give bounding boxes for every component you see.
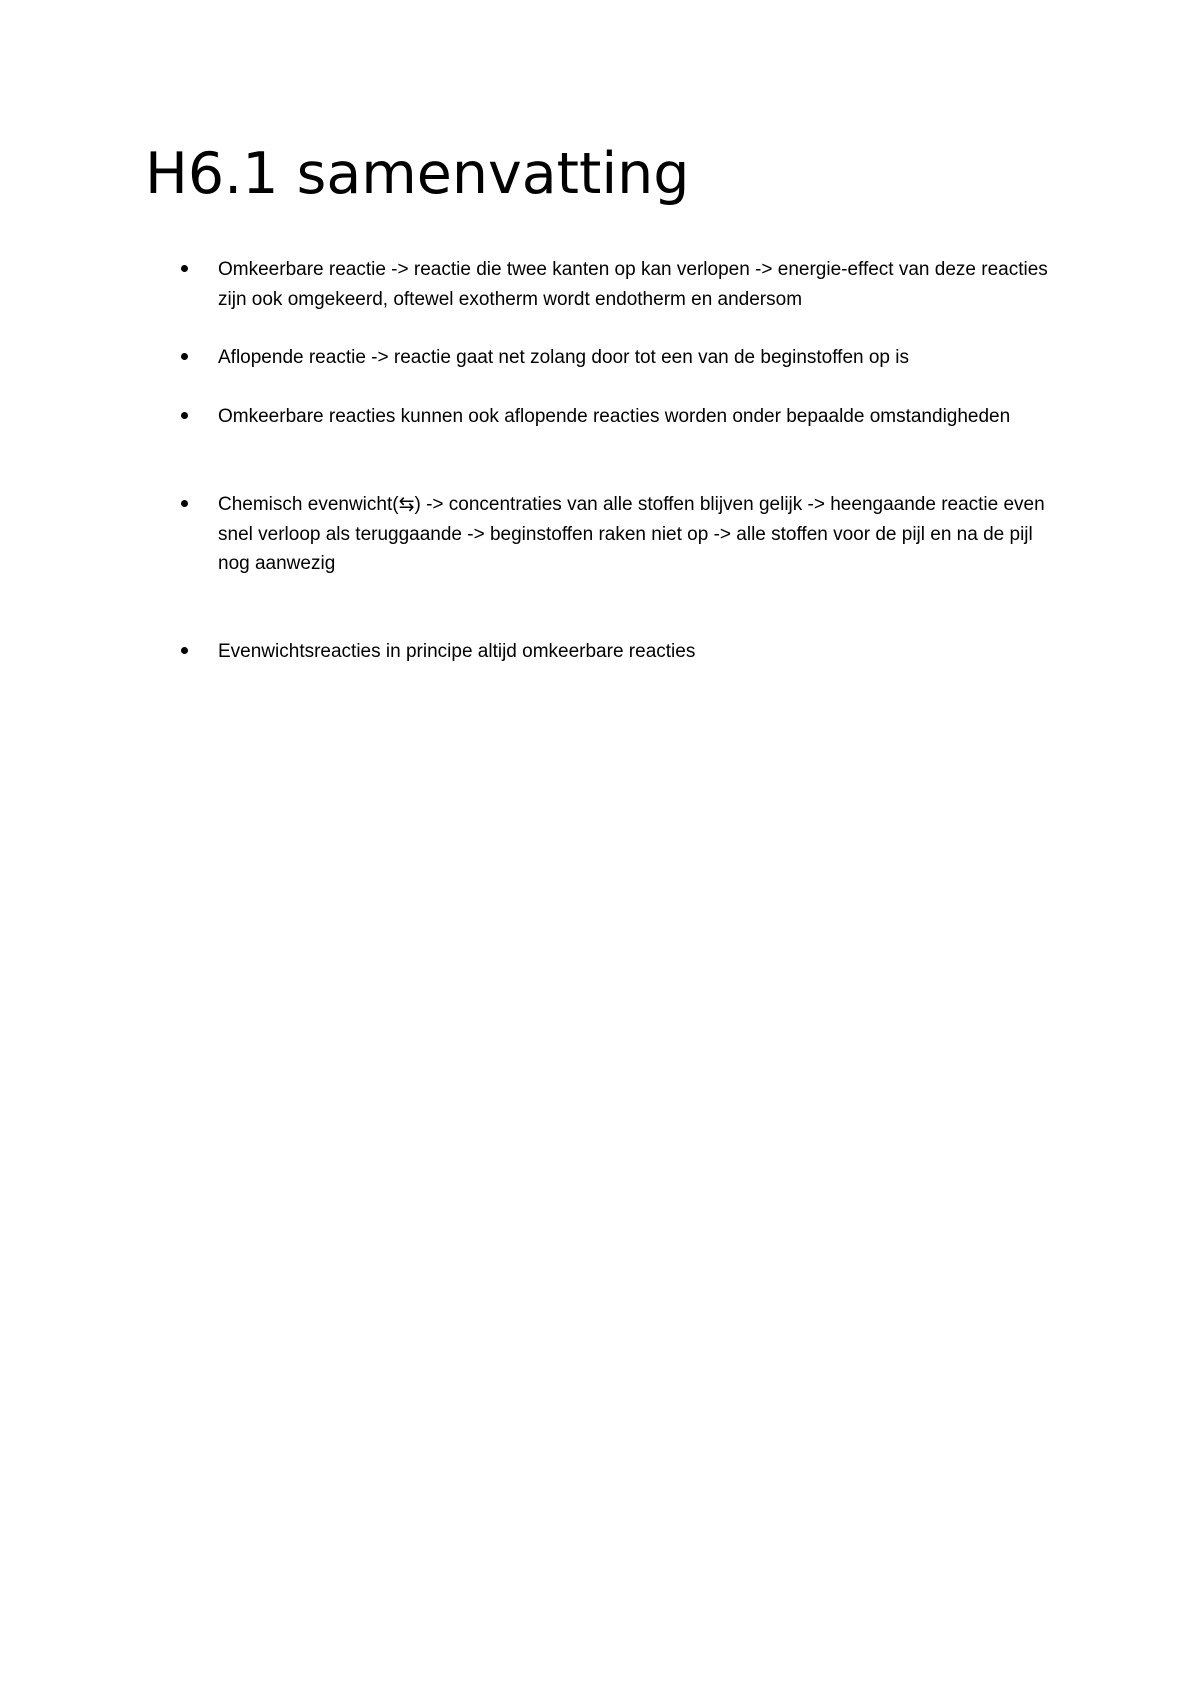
list-item-text: Omkeerbare reactie -> reactie die twee kanten op kan verlopen -> energie-effect van deze reacties zijn ook omgekeerd, oftewel exotherm wordt endotherm en andersom (218, 259, 1048, 310)
bullet-icon (181, 353, 188, 360)
list-item-text: Chemisch evenwicht(⇆) -> concentraties van alle stoffen blijven gelijk -> heengaande reactie even snel verloop als teruggaande -> beginstoffen raken niet op -> alle stoffen voor de pijl en na de pijl nog aanwezig (218, 494, 1045, 574)
list-item-text: Omkeerbare reacties kunnen ook aflopende reacties worden onder bepaalde omstandigheden (218, 406, 1011, 427)
bullet-icon (181, 647, 188, 654)
list-item-text: Evenwichtsreacties in principe altijd omkeerbare reacties (218, 641, 696, 662)
bullet-icon (181, 500, 188, 507)
bullet-icon (181, 412, 188, 419)
page-title: H6.1 samenvatting (145, 141, 690, 207)
bullet-icon (181, 265, 188, 272)
list-item-text: Aflopende reactie -> reactie gaat net zolang door tot een van de beginstoffen op is (218, 347, 909, 368)
